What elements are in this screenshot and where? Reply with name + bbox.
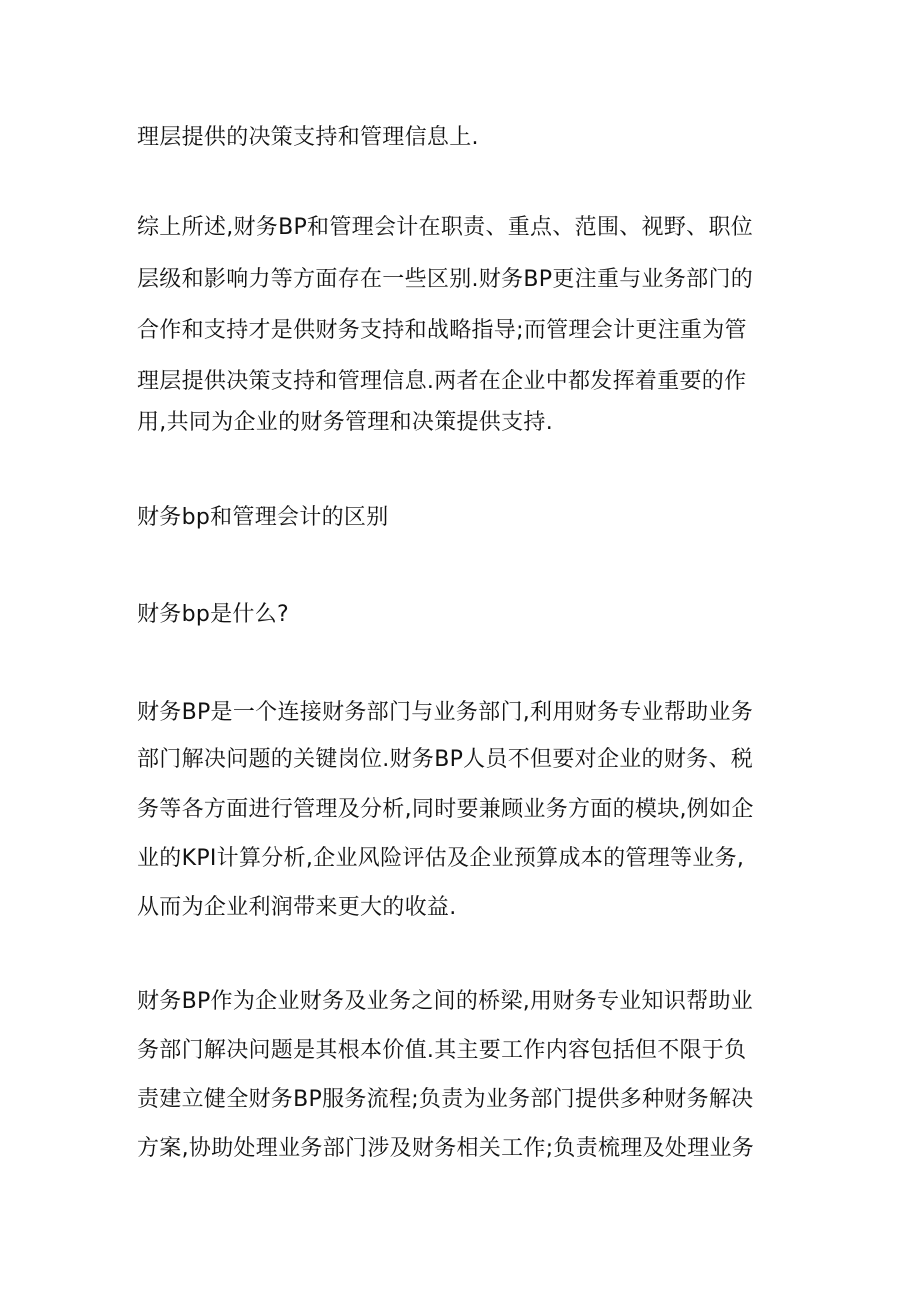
- paragraph-line: 责建立健全财务BP服务流程;负责为业务部门提供多种财务解决: [137, 1087, 754, 1112]
- paragraph-line: 合作和支持才是供财务支持和战略指导;而管理会计更注重为管: [137, 318, 747, 343]
- paragraph-line: 理层提供的决策支持和管理信息上.: [137, 125, 479, 150]
- paragraph-line: 综上所述,财务BP和管理会计在职责、重点、范围、视野、职位: [137, 215, 754, 240]
- paragraph-line: 部门解决问题的关键岗位.财务BP人员不但要对企业的财务、税: [137, 747, 754, 772]
- paragraph-line: 理层提供决策支持和管理信息.两者在企业中都发挥着重要的作: [137, 369, 747, 394]
- section-heading: 财务bp是什么?: [137, 602, 290, 627]
- paragraph-line: 层级和影响力等方面存在一些区别.财务BP更注重与业务部门的: [137, 267, 754, 292]
- paragraph-line: 财务BP是一个连接财务部门与业务部门,利用财务专业帮助业务: [137, 700, 754, 725]
- paragraph-line: 从而为企业利润带来更大的收益.: [137, 895, 457, 920]
- paragraph-line: 务等各方面进行管理及分析,同时要兼顾业务方面的模块,例如企: [137, 797, 754, 822]
- paragraph-line: 业的KPI计算分析,企业风险评估及企业预算成本的管理等业务,: [137, 846, 745, 871]
- paragraph-line: 务部门解决问题是其根本价值.其主要工作内容包括但不限于负: [137, 1038, 747, 1063]
- paragraph-line: 用,共同为企业的财务管理和决策提供支持.: [137, 410, 553, 435]
- paragraph-line: 方案,协助处理业务部门涉及财务相关工作;负责梳理及处理业务: [137, 1136, 755, 1161]
- paragraph-line: 财务BP作为企业财务及业务之间的桥梁,用财务专业知识帮助业: [137, 989, 754, 1014]
- section-heading: 财务bp和管理会计的区别: [137, 505, 389, 530]
